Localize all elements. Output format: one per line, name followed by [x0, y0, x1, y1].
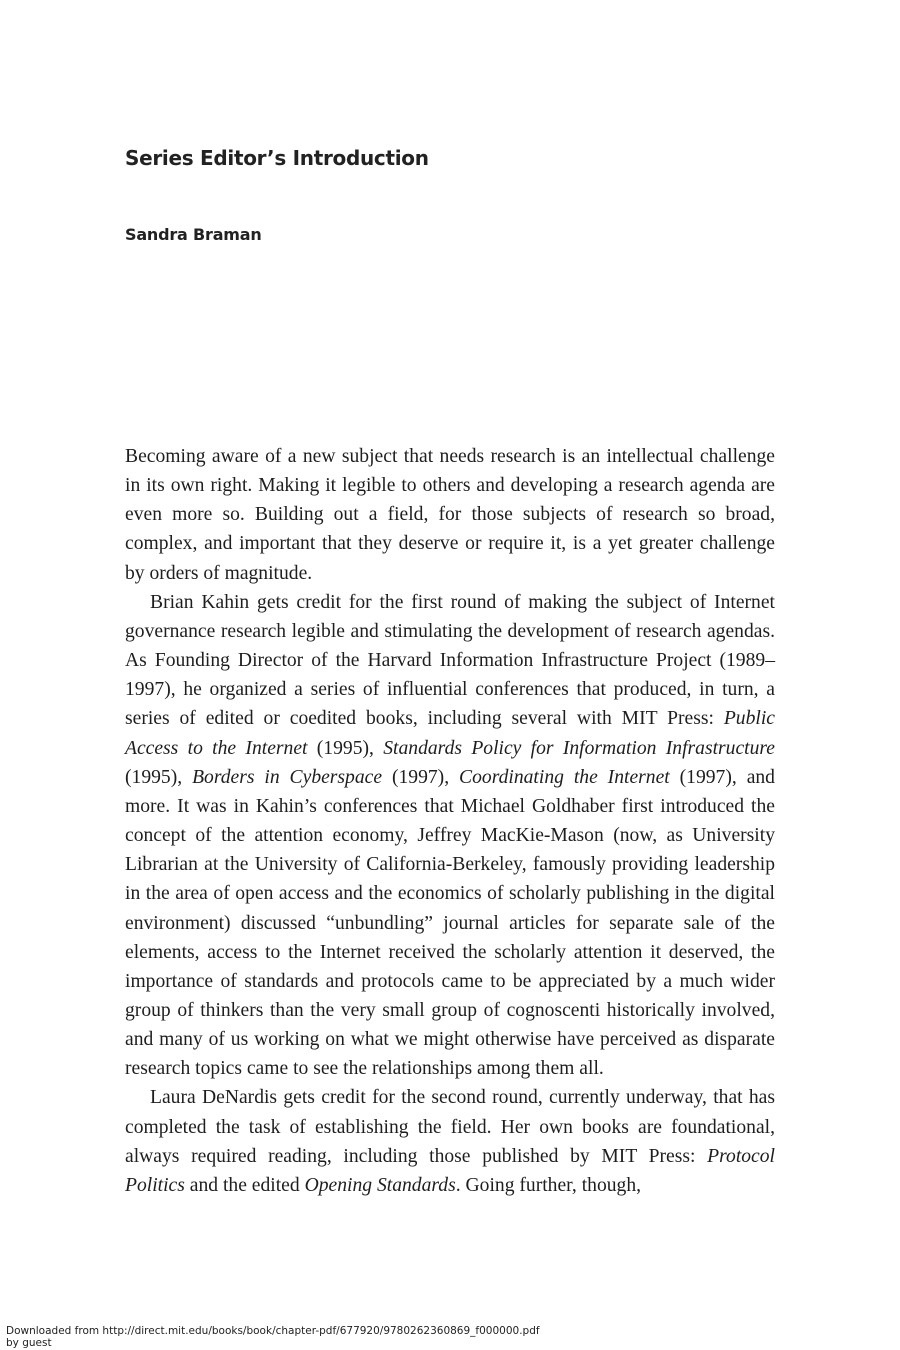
book-title-borders-in-cyberspace: Borders in Cyberspace [192, 766, 383, 788]
paragraph-2-text-5: (1997), and more. It was in Kahin’s conferences that Michael Goldhaber first introduced the concept of the attention economy, Jeffrey MacKie-Mason (now, as University Librarian at the University of California-Berkeley, famously providing leadership in the area of open access and the economics of scholarly publishing in the digital environment) discussed “unbundling” journal articles for separate sale of the elements, access to the Internet received the scholarly attention it deserved, the importance of standards and protocols came to be appreciated by a much wider group of thinkers than the very small group of cognoscenti historically involved, and many of us working on what we might otherwise have perceived as disparate research topics came to see the relationships among them all. [125, 766, 775, 1080]
paragraph-2 [125, 588, 775, 1084]
paragraph-3-text-3: . Going further, though, [455, 1174, 642, 1196]
download-user-line: by guest [6, 1337, 52, 1349]
download-source-line: Downloaded from http://direct.mit.edu/books/book/chapter-pdf/677920/9780262360869_f000000.pdf [6, 1325, 540, 1337]
paragraph-3 [125, 1083, 775, 1200]
page-title: Series Editor’s Introduction [125, 146, 429, 170]
paragraph-2-text-2: (1995), [307, 737, 384, 759]
paragraph-1-text: Becoming aware of a new subject that needs research is an intellectual challenge in its own right. Making it legible to others and developing a research agenda are even more so. Building out a field, for those subjects of research so broad, complex, and important that they deserve or require it, is a yet greater challenge by orders of magnitude. [125, 446, 775, 584]
book-title-standards-policy: Standards Policy for Information Infrastructure [383, 737, 775, 759]
book-title-opening-standards: Opening Standards [304, 1174, 456, 1196]
paragraph-3-text-2: and the edited [184, 1174, 305, 1196]
paragraph-2-text-3: (1995), [125, 766, 193, 788]
paragraph-2-text-4: (1997), [382, 766, 460, 788]
paragraph-2-text-1: Brian Kahin gets credit for the first round of making the subject of Internet governance research legible and stimulating the development of research agendas. As Founding Director of the Harvard Information Infrastructure Project (1989–1997), he organized a series of influential conferences that produced, in turn, a series of edited or coedited books, including several with MIT Press: [125, 591, 775, 730]
body-text [125, 442, 775, 1200]
paragraph-1 [125, 442, 775, 588]
author-name: Sandra Braman [125, 225, 262, 244]
download-footer [6, 1325, 540, 1349]
book-title-public-access: Public Access to the Internet [125, 708, 775, 759]
book-title-coordinating-the-internet: Coordinating the Internet [459, 766, 670, 788]
book-title-protocol-politics: Protocol Politics [125, 1145, 775, 1196]
paragraph-3-text-1: Laura DeNardis gets credit for the second round, currently underway, that has completed the task of establishing the field. Her own books are foundational, always required reading, including those published by MIT Press: [125, 1087, 775, 1167]
